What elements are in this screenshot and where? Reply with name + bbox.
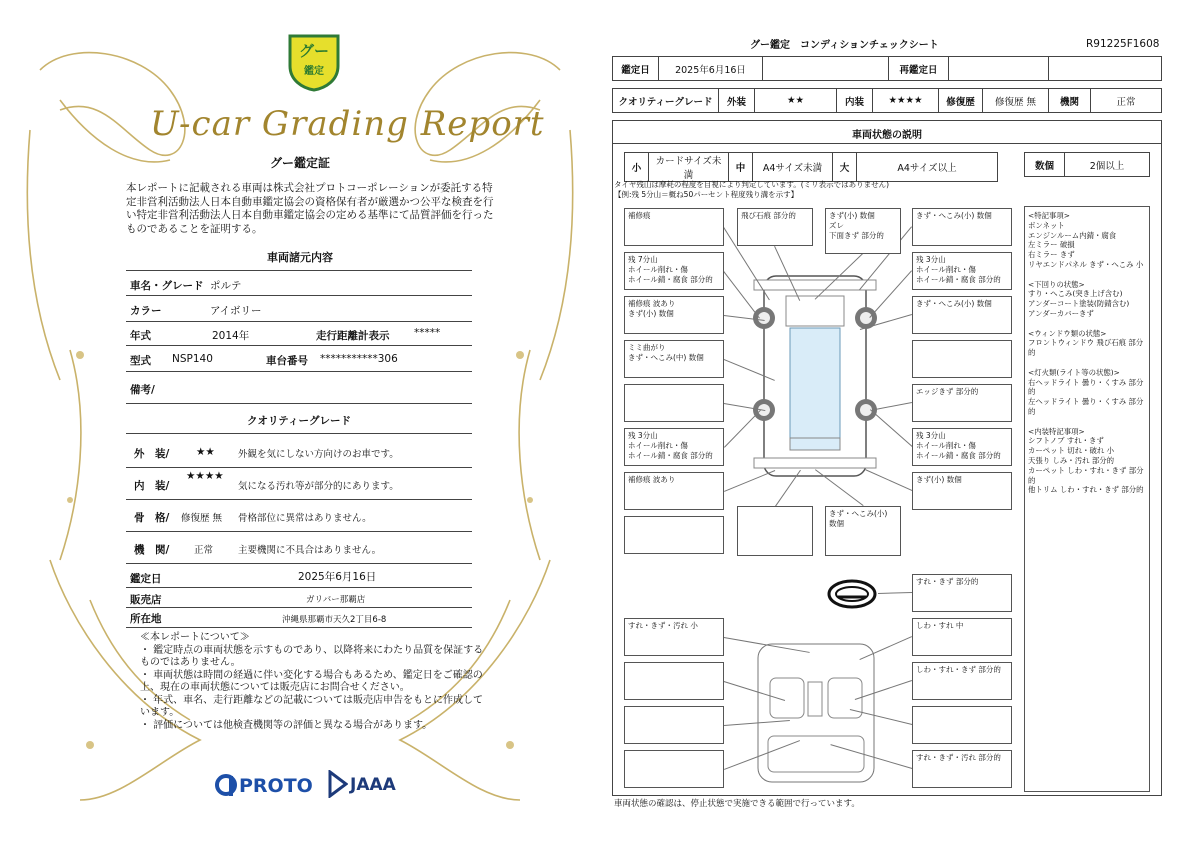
connector-line (850, 709, 912, 725)
interior-note-box: しわ・すれ 中 (912, 618, 1012, 656)
special-item (1028, 417, 1146, 427)
special-item: 右ヘッドライト 曇り・くすみ 部分的 (1028, 377, 1144, 397)
size-large-label: 大 (833, 153, 857, 182)
damage-note-box (737, 506, 813, 556)
engine-grade: 正常 (194, 545, 214, 556)
damage-note-box (624, 516, 724, 554)
special-item: <内装特記事項> (1028, 426, 1085, 436)
model-label: 型式 (130, 355, 151, 367)
damage-note-box (624, 384, 724, 422)
exterior-grade: ★★ (196, 446, 215, 458)
cert-body: 本レポートに記載される車両は株式会社プロトコーポレーションが委託する特定非営利活動法人日本自動車鑑定協会の資格保有者が厳選かつ公平な検査を行い特定非営利活動法人日本自動車鑑定協会の定める基準にて品質評価を行ったものであることを証明する。 (126, 182, 494, 235)
interior-note-box (624, 750, 724, 788)
proto-mark-icon (215, 772, 239, 798)
quality-row-exterior (126, 434, 472, 468)
address-value: 沖縄県那覇市天久2丁目6-8 (282, 615, 387, 625)
damage-note-box: きず・へこみ(小) 数個 (912, 296, 1012, 334)
size-large-desc: A4サイズ以上 (857, 153, 998, 182)
special-item: シフトノブ すれ・きず (1028, 436, 1104, 446)
interior-value: ★★★★ (873, 89, 939, 113)
chassis-label: 車台番号 (266, 355, 308, 367)
jaaa-logo (328, 770, 418, 800)
spec-row-name (126, 270, 472, 296)
repair-label: 修復歴 (939, 89, 983, 113)
interior-note-box: しわ・すれ・きず 部分的 (912, 662, 1012, 700)
spec-row-model (126, 346, 472, 372)
exterior-label: 外 装/ (134, 448, 170, 460)
repair-value: 修復歴 無 (983, 89, 1049, 113)
damage-note-box: きず(小) 数個 ズレ 下面きず 部分的 (825, 208, 901, 254)
notes-heading: ≪本レポートについて≫ (140, 632, 250, 643)
exterior-value: ★★ (755, 89, 837, 113)
special-item: 天張り しみ・汚れ 部分的 (1028, 455, 1114, 465)
special-item: <ウィンドウ類の状態> (1028, 328, 1107, 338)
special-item: ボンネット (1028, 220, 1065, 230)
connector-line (870, 409, 913, 447)
quality-row-frame (126, 500, 472, 532)
report-title: U-car Grading Report (150, 104, 545, 144)
connector-line (724, 740, 800, 770)
engine-label: 機 関/ (134, 544, 170, 556)
special-item (1028, 270, 1146, 280)
odometer-value: ***** (414, 327, 441, 339)
year-value: 2014年 (212, 330, 250, 342)
frame-desc: 骨格部位に異常はありません。 (238, 513, 372, 524)
interior-label: 内装 (837, 89, 873, 113)
special-item (1028, 319, 1146, 329)
proto-logo (215, 772, 325, 802)
connector-line (774, 246, 800, 300)
size-small-label: 小 (625, 153, 649, 182)
damage-note-box: エッジきず 部分的 (912, 384, 1012, 422)
special-item: 右ミラー きず (1028, 250, 1075, 260)
quality-heading: クオリティーグレード (126, 404, 472, 434)
damage-note-box: きず・へこみ(小) 数個 (912, 208, 1012, 246)
count-label: 数個 (1025, 153, 1065, 177)
note-item: ・ 車両状態は時間の経過に伴い変化する場合もあるため、鑑定日をご確認の上、現在の車両状態については販売店にお問合せください。 (140, 669, 483, 693)
spec-row-remarks (126, 372, 472, 404)
special-items-box (1024, 206, 1150, 792)
damage-note-box: ミミ曲がり きず・へこみ(中) 数個 (624, 340, 724, 378)
appraisal-date-row (126, 564, 472, 588)
connector-line (855, 680, 912, 700)
spec-row-color (126, 296, 472, 322)
interior-grade: ★★★★ (186, 470, 224, 482)
footer-note: 車両状態の確認は、停止状態で実施できる範囲で行っています。 (614, 799, 860, 809)
name-value: ポルテ (210, 280, 242, 292)
condition-heading: 車両状態の説明 (612, 120, 1162, 144)
connector-line (724, 720, 790, 726)
engine-label: 機関 (1049, 89, 1091, 113)
connector-line (875, 402, 912, 410)
address-row (126, 608, 472, 628)
damage-note-box: 残 7分山 ホイール削れ・傷 ホイール錆・腐食 部分的 (624, 252, 724, 290)
interior-note-box: すれ・きず・汚れ 部分的 (912, 750, 1012, 788)
frame-grade: 修復歴 無 (181, 513, 223, 524)
chassis-value: ***********306 (320, 353, 398, 365)
special-item: <灯火類(ライト等の状態)> (1028, 367, 1120, 377)
connector-line (814, 253, 863, 300)
count-value: 2個以上 (1065, 153, 1150, 177)
interior-note-box: すれ・きず 部分的 (912, 574, 1012, 612)
year-label: 年式 (130, 330, 151, 342)
shop-label: 販売店 (130, 594, 162, 606)
exterior-desc: 外観を気にしない方向けのお車です。 (238, 449, 399, 460)
spec-row-year (126, 322, 472, 346)
interior-desc: 気になる汚れ等が部分的にあります。 (238, 481, 399, 492)
shop-value: ガリバー那覇店 (306, 595, 366, 605)
special-item: リヤエンドパネル きず・へこみ 小 (1028, 259, 1144, 269)
connector-line (860, 314, 912, 330)
exterior-label: 外装 (719, 89, 755, 113)
connector-line (724, 637, 810, 653)
date-label: 鑑定日 (613, 57, 659, 81)
damage-note-box: 補修痕 (624, 208, 724, 246)
shop-row (126, 588, 472, 608)
special-item: 左ヘッドライト 曇り・くすみ 部分的 (1028, 397, 1144, 416)
special-item: 左ミラー 破損 (1028, 240, 1075, 250)
appraisal-date-label: 鑑定日 (130, 573, 162, 585)
connector-line (830, 744, 912, 769)
special-item: フロントウィンドウ 飛び石痕 部分的 (1028, 338, 1144, 358)
goo-logo (284, 32, 344, 92)
connector-line (724, 470, 775, 492)
damage-note-box: 補修痕 波あり きず(小) 数個 (624, 296, 724, 334)
color-value: アイボリー (210, 305, 262, 317)
damage-note-box: 残 3分山 ホイール削れ・傷 ホイール錆・腐食 部分的 (624, 428, 724, 466)
note-item: ・ 評価については他検査機関等の評価と異なる場合があります。 (140, 719, 433, 731)
size-medium-label: 中 (729, 153, 753, 182)
quality-row-interior (126, 468, 472, 500)
damage-note-box: 補修痕 波あり (624, 472, 724, 510)
special-item (1028, 358, 1146, 368)
interior-label: 内 装/ (134, 480, 170, 492)
special-item: <下回りの状態> (1028, 279, 1085, 289)
date-value: 2025年6月16日 (659, 57, 763, 81)
notes-section (140, 632, 490, 732)
jaaa-text: JAAA (350, 775, 396, 795)
logo-bottom-text: 鑑定 (304, 66, 324, 77)
model-value: NSP140 (172, 353, 213, 365)
connector-line (869, 270, 912, 318)
frame-label: 骨 格/ (134, 512, 170, 524)
engine-value: 正常 (1091, 89, 1162, 113)
damage-note-box: きず(小) 数個 (912, 472, 1012, 510)
connector-line (724, 681, 785, 701)
special-item: カーペット 切れ・破れ 小 (1028, 446, 1114, 456)
name-label: 車名・グレード (130, 280, 204, 292)
address-label: 所在地 (130, 613, 162, 625)
special-item: アンダーカバーきず (1028, 308, 1094, 318)
special-item: <特記事項> (1028, 211, 1070, 220)
remarks-label: 備考/ (130, 384, 155, 396)
logo-top-text: グー (298, 42, 329, 60)
damage-note-box (912, 340, 1012, 378)
connector-line (775, 470, 801, 507)
sheet-title: グー鑑定 コンディションチェックシート (750, 40, 939, 51)
connector-line (724, 359, 775, 381)
reappraisal-label: 再鑑定日 (889, 57, 949, 81)
special-item: アンダーコート塗装(防錆含む) (1028, 299, 1130, 309)
condition-check-sheet (600, 0, 1200, 848)
color-label: カラー (130, 305, 162, 317)
size-small-desc: カードサイズ未満 (649, 153, 729, 182)
special-item: エンジンルーム内錆・腐食 (1028, 230, 1117, 240)
tire-note-line: 【例:残 5分山＝概ね50パーセント程度残り溝を示す】 (614, 189, 799, 199)
connector-line (815, 469, 864, 506)
damage-note-box: 残 3分山 ホイール削れ・傷 ホイール錆・腐食 部分的 (912, 428, 1012, 466)
connector-line (865, 469, 912, 491)
damage-note-box: 飛び石痕 部分的 (737, 208, 813, 246)
connector-line (724, 410, 761, 448)
cert-heading: グー鑑定証 (269, 156, 330, 170)
damage-note-box: きず・へこみ(小) 数個 (825, 506, 901, 556)
special-item: カーペット しわ・すれ・きず 部分的 (1028, 465, 1144, 485)
appraisal-date-value: 2025年6月16日 (298, 571, 377, 583)
specs-heading: 車両諸元内容 (267, 251, 333, 264)
interior-note-box (624, 706, 724, 744)
special-item: 他トリム しわ・すれ・きず 部分的 (1028, 485, 1144, 495)
connector-line (860, 636, 912, 660)
interior-note-box: すれ・きず・汚れ 小 (624, 618, 724, 656)
note-item: ・ 年式、車名、走行距離などの記載については販売店申告をもとに作成しています。 (140, 694, 483, 718)
proto-text: PROTO (239, 775, 313, 797)
special-item: すり・へこみ(突き上げ含む) (1028, 289, 1123, 299)
jaaa-mark-icon (328, 770, 348, 798)
quality-grade-label: クオリティーグレード (613, 89, 719, 113)
size-medium-desc: A4サイズ未満 (753, 153, 833, 182)
sheet-id: R91225F1608 (1086, 38, 1160, 50)
interior-note-box (624, 662, 724, 700)
engine-desc: 主要機関に不具合はありません。 (238, 545, 382, 556)
tire-note-line: タイヤ残山は摩耗の程度を目視により判定しています。(ミリ表示ではありません) (614, 180, 890, 189)
interior-note-box (912, 706, 1012, 744)
damage-note-box: 残 3分山 ホイール削れ・傷 ホイール錆・腐食 部分的 (912, 252, 1012, 290)
odometer-label: 走行距離計表示 (316, 330, 390, 342)
quality-row-engine (126, 532, 472, 564)
connector-line (878, 592, 912, 594)
note-item: ・ 鑑定時点の車両状態を示すものであり、以降将来にわたり品質を保証するものではありません。 (140, 644, 484, 668)
